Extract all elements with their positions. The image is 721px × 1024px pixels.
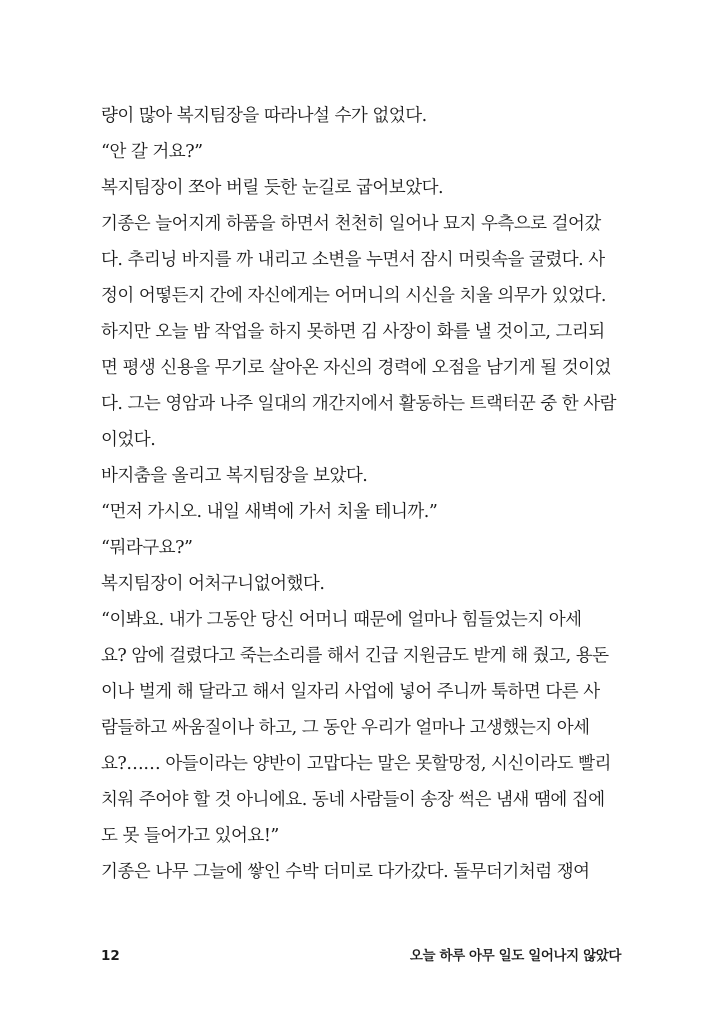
text-line: 복지팀장이 어처구니없어했다.: [101, 574, 325, 594]
text-line: 이었다.: [101, 430, 156, 450]
text-line: 기종은 늘어지게 하품을 하면서 천천히 일어나 묘지 우측으로 걸어갔: [101, 214, 601, 234]
text-line: 요? 암에 걸렸다고 죽는소리를 해서 긴급 지원금도 받게 해 줬고, 용돈: [101, 646, 609, 666]
text-line: 다. 추리닝 바지를 까 내리고 소변을 누면서 잠시 머릿속을 굴렸다. 사: [101, 250, 605, 270]
running-title: 오늘 하루 아무 일도 일어나지 않았다: [409, 948, 621, 964]
text-line: 요?…… 아들이라는 양반이 고맙다는 말은 못할망정, 시신이라도 빨리: [101, 754, 611, 774]
text-line: 치워 주어야 할 것 아니에요. 동네 사람들이 송장 썩은 냄새 땜에 집에: [101, 790, 605, 810]
text-line: 복지팀장이 쪼아 버릴 듯한 눈길로 굽어보았다.: [101, 178, 444, 198]
text-line: “먼저 가시오. 내일 새벽에 가서 치울 테니까.”: [101, 502, 438, 522]
text-line: 람들하고 싸움질이나 하고, 그 동안 우리가 얼마나 고생했는지 아세: [101, 718, 590, 738]
text-line: 이나 벌게 해 달라고 해서 일자리 사업에 넣어 주니까 툭하면 다른 사: [101, 682, 600, 702]
page-footer: [101, 943, 621, 969]
text-line: 하지만 오늘 밤 작업을 하지 못하면 김 사장이 화를 낼 것이고, 그리되: [101, 322, 605, 342]
text-line: 도 못 들어가고 있어요!”: [101, 826, 279, 846]
text-line: “뭐라구요?”: [101, 538, 193, 558]
text-line: 기종은 나무 그늘에 쌓인 수박 더미로 다가갔다. 돌무더기처럼 쟁여: [101, 862, 590, 882]
text-line: 바지춤을 올리고 복지팀장을 보았다.: [101, 466, 368, 486]
text-line: 다. 그는 영암과 나주 일대의 개간지에서 활동하는 트랙터꾼 중 한 사람: [101, 394, 617, 414]
text-line: 정이 어떻든지 간에 자신에게는 어머니의 시신을 치울 의무가 있었다.: [101, 286, 606, 306]
text-line: “이봐요. 내가 그동안 당신 어머니 때문에 얼마나 힘들었는지 아세: [101, 610, 582, 630]
page-number: 12: [101, 948, 120, 964]
text-line: 면 평생 신용을 무기로 살아온 자신의 경력에 오점을 남기게 될 것이었: [101, 358, 611, 378]
text-line: “안 갈 거요?”: [101, 142, 203, 162]
text-line: 량이 많아 복지팀장을 따라나설 수가 없었다.: [101, 106, 427, 126]
body-text: [101, 98, 621, 890]
